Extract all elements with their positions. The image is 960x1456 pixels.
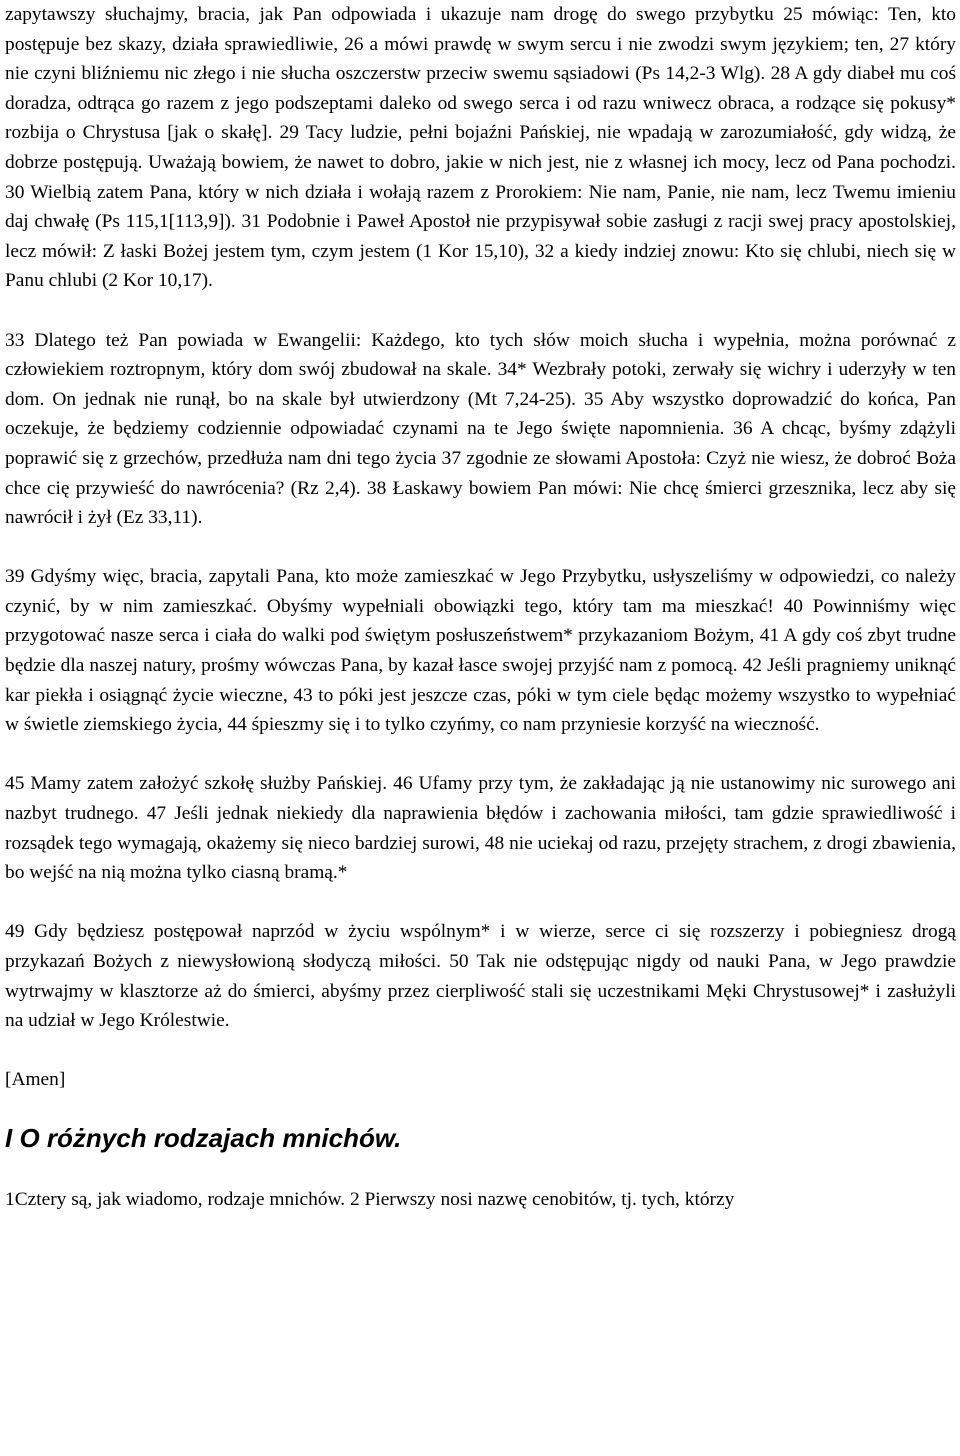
chapter-heading: I O różnych rodzajach mnichów. bbox=[5, 1122, 402, 1153]
document-page bbox=[5, 0, 956, 1215]
heading-section bbox=[5, 1095, 956, 1185]
paragraph-gap bbox=[5, 296, 956, 326]
paragraph-gap bbox=[5, 1036, 956, 1066]
paragraph-gap bbox=[5, 888, 956, 918]
amen-line: [Amen] bbox=[5, 1069, 66, 1091]
paragraph-2: 33 Dlatego też Pan powiada w Ewangelii: Każdego, kto tych słów moich słucha i wypełnia, można porównać z człowiekiem roztropnym, który dom swój zbudował na skale. 34* Wezbrały potoki, zerwały się wichry i uderzyły w ten dom. On jednak nie runął, bo na skale był utwierdzony (Mt 7,24-25). 35 Aby wszystko doprowadzić do końca, Pan oczekuje, że będziemy codziennie odpowiadać czynami na te Jego święte napomnienia. 36 A chcąc, byśmy zdążyli poprawić się z grzechów, przedłuża nam dni tego życia 37 zgodnie ze słowami Apostoła: Czyż nie wiesz, że dobroć Boża chce cię przywieść do nawrócenia? (Rz 2,4). 38 Łaskawy bowiem Pan mówi: Nie chcę śmierci grzesznika, lecz aby się nawrócił i żył (Ez 33,11). bbox=[5, 329, 956, 529]
paragraph-4: 45 Mamy zatem założyć szkołę służby Pańskiej. 46 Ufamy przy tym, że zakładając ją nie ustanowimy nic surowego ani nazbyt trudnego. 47 Jeśli jednak niekiedy dla naprawienia błędów i zachowania miłości, tam gdzie sprawiedliwość i rozsądek tego wymagają, okażemy się nieco bardziej surowi, 48 nie uciekaj od razu, przejęty strachem, z drogi zbawienia, bo wejść na nią można tylko ciasną bramą.* bbox=[5, 773, 956, 884]
paragraph-gap bbox=[5, 740, 956, 770]
paragraph-3: 39 Gdyśmy więc, bracia, zapytali Pana, kto może zamieszkać w Jego Przybytku, usłyszeliśmy w odpowiedzi, co należy czynić, by w nim zamieszkać. Obyśmy wypełniali obowiązki tego, który tam ma mieszkać! 40 Powinniśmy więc przygotować nasze serca i ciała do walki pod świętym posłuszeństwem* przykazaniom Bożym, 41 A gdy coś zbyt trudne będzie dla naszej natury, prośmy wówczas Pana, by kazał łasce swojej przyjść nam z pomocą. 42 Jeśli pragniemy uniknąć kar piekła i osiągnąć życie wieczne, 43 to póki jest jeszcze czas, póki w tym ciele będąc możemy wszystko to wypełniać w świetle ziemskiego życia, 44 śpieszmy się i to tylko czyńmy, co nam przyniesie korzyść na wieczność. bbox=[5, 566, 956, 736]
paragraph-5: 49 Gdy będziesz postępował naprzód w życiu wspólnym* i w wierze, serce ci się rozszerzy i pobiegniesz drogą przykazań Bożych z niewysłowioną słodyczą miłości. 50 Tak nie odstępując nigdy od nauki Pana, w Jego prawdzie wytrwajmy w klasztorze aż do śmierci, abyśmy przez cierpliwość stali się uczestnikami Męki Chrystusowej* i zasłużyli na udział w Jego Królestwie. bbox=[5, 921, 956, 1032]
chapter-first-line: 1Cztery są, jak wiadomo, rodzaje mnichów. 2 Pierwszy nosi nazwę cenobitów, tj. tych, którzy bbox=[5, 1188, 735, 1210]
paragraph-1: zapytawszy słuchajmy, bracia, jak Pan odpowiada i ukazuje nam drogę do swego przybytku 25 mówiąc: Ten, kto postępuje bez skazy, działa sprawiedliwie, 26 a mówi prawdę w swym sercu i nie zwodzi swym językiem; ten, 27 który nie czyni bliźniemu nic złego i nie słucha oszczerstw przeciw swemu sąsiadowi (Ps 14,2-3 Wlg). 28 A gdy diabeł mu coś doradza, odtrąca go razem z jego podszeptami daleko od swego serca i od razu wniwecz obraca, a rodzące się pokusy* rozbija o Chrystusa [jak o skałę]. 29 Tacy ludzie, pełni bojaźni Pańskiej, nie wpadają w zarozumiałość, gdy widzą, że dobrze postępują. Uważają bowiem, że nawet to dobro, jakie w nich jest, nie z własnej ich mocy, lecz od Pana pochodzi. 30 Wielbią zatem Pana, który w nich działa i wołają razem z Prorokiem: Nie nam, Panie, nie nam, lecz Twemu imieniu daj chwałę (Ps 115,1[113,9]). 31 Podobnie i Paweł Apostoł nie przypisywał sobie zasługi z racji swej pracy apostolskiej, lecz mówił: Z łaski Bożej jestem tym, czym jestem (1 Kor 15,10), 32 a kiedy indziej znowu: Kto się chlubi, niech się w Panu chlubi (2 Kor 10,17). bbox=[5, 4, 956, 292]
paragraph-gap bbox=[5, 533, 956, 563]
